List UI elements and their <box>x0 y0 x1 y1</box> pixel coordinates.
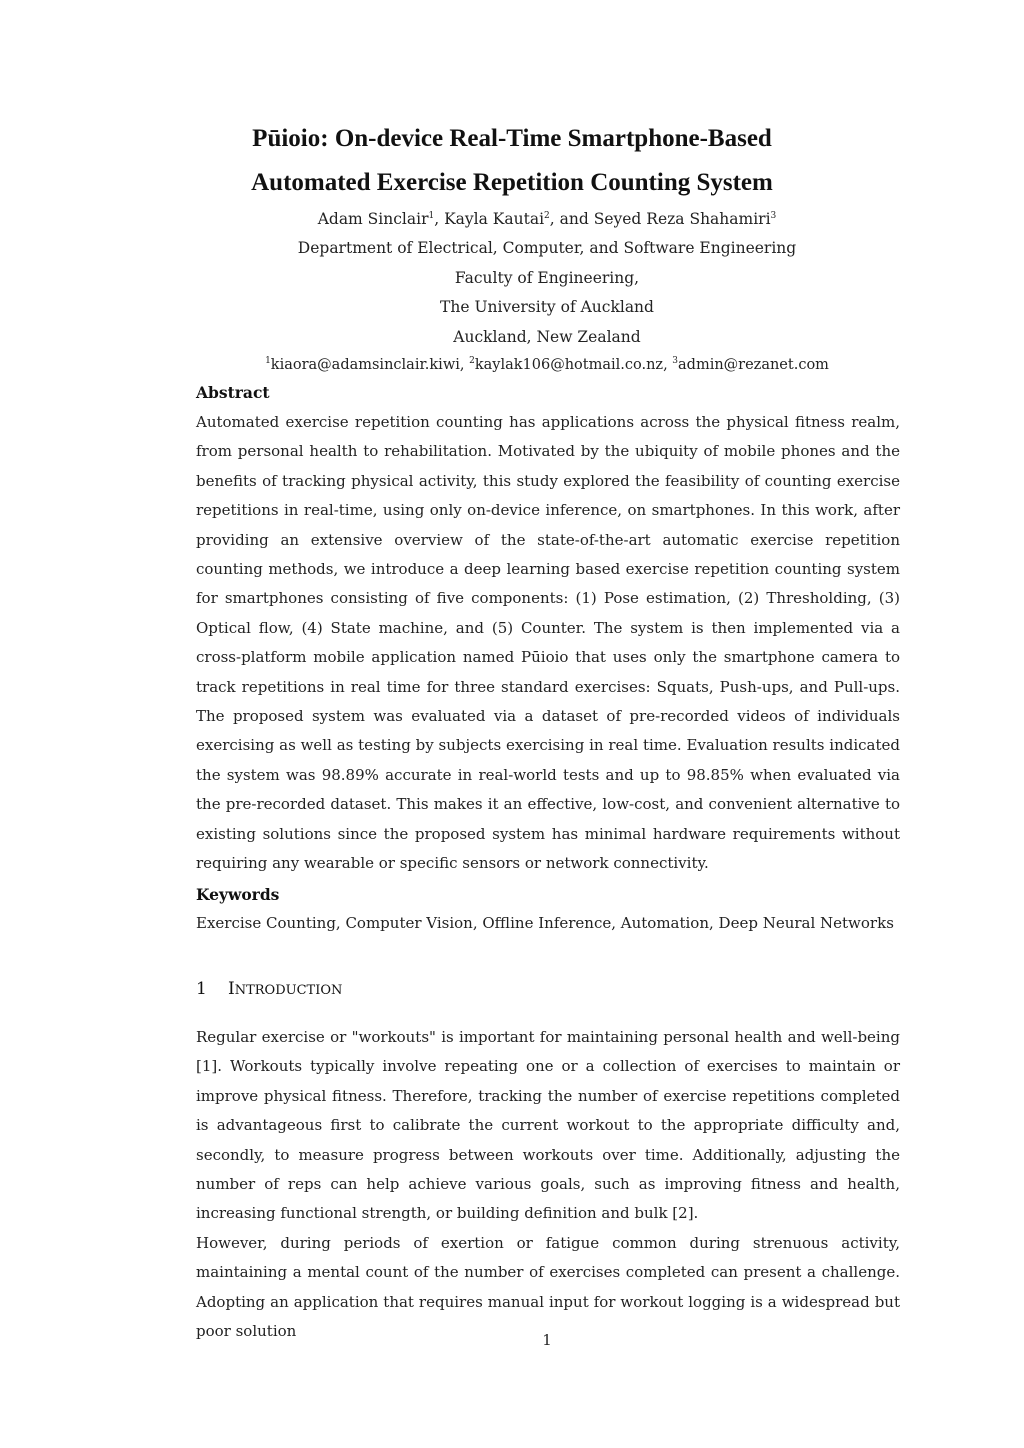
keywords-paragraph: Exercise Counting, Computer Vision, Offline Inference, Automation, Deep Neural Networks <box>196 914 894 932</box>
email-affil-mark: 2 <box>469 356 475 367</box>
affiliation-line: Department of Electrical, Computer, and Software Engineering <box>297 239 797 257</box>
email-address: kaylak106@hotmail.co.nz <box>474 357 664 373</box>
author-affil-mark: 1 <box>428 210 435 221</box>
email-affil-mark: 1 <box>265 356 271 367</box>
introduction-paragraph: Regular exercise or "workouts" is important for maintaining personal health and well-being [1]. Workouts typically involve repeating one or a collection of exercises to maintain or improve physical fitness. Therefore, tracking the number of exercise repetitions completed is advantageous first to calibrate the current workout to the appropriate difficulty and, secondly, to measure progress between workouts over time. Additionally, adjusting the number of reps can help achieve various goals, such as improving fitness and health, increasing functional strength, or building definition and bulk [2]. <box>196 1028 900 1223</box>
author-name: Kayla Kautai <box>444 210 545 228</box>
introduction-body <box>196 1023 900 1346</box>
page-number: 1 <box>542 1331 552 1349</box>
paper-title-line1: Pūioio: On-device Real-Time Smartphone-Based <box>252 125 772 152</box>
keywords-body <box>196 909 900 938</box>
author-emails <box>0 355 1024 375</box>
author-name: Adam Sinclair <box>317 210 429 228</box>
affiliation-line: Faculty of Engineering, <box>454 269 640 287</box>
abstract-body <box>196 408 900 879</box>
email-separator: , <box>459 357 470 373</box>
author-affil-mark: 3 <box>770 210 777 221</box>
introduction-paragraph: However, during periods of exertion or fatigue common during strenuous activity, maintaining a mental count of the number of exercises completed can present a challenge. Adopting an application that requires manual input for workout logging is a widespread but poor solution <box>196 1233 900 1341</box>
author-separator: , and <box>549 210 594 228</box>
author-name: Seyed Reza Shahamiri <box>593 210 771 228</box>
author-separator: , <box>434 210 445 228</box>
abstract-paragraph: Automated exercise repetition counting has applications across the physical fitness realm, from personal health to rehabilitation. Motivated by the ubiquity of mobile phones and the benefits of tracking physical activity, this study explored the feasibility of counting exercise repetitions in real-time, using only on-device inference, on smartphones. In this work, after providing an extensive overview of the state-of-the-art automatic exercise repetition counting methods, we introduce a deep learning based exercise repetition counting system for smartphones consisting of five components: (1) Pose estimation, (2) Thresholding, (3) Optical flow, (4) State machine, and (5) Counter. The system is then implemented via a cross-platform mobile application named Pūioio that uses only the smartphone camera to track repetitions in real time for three standard exercises: Squats, Push-ups, and Pull-ups. The proposed system was evaluated via a dataset of pre-recorded videos of individuals exercising as well as testing by subjects exercising in real time. Evaluation results indicated the system was 98.89% accurate in real-world tests and up to 98.85% when evaluated via the pre-recorded dataset. This makes it an effective, low-cost, and convenient alternative to existing solutions since the proposed system has minimal hardware requirements without requiring any wearable or specific sensors or network connectivity. <box>196 413 900 873</box>
section-heading-introduction <box>196 978 342 1002</box>
email-separator: , <box>663 357 673 373</box>
abstract-heading: Abstract <box>196 383 270 402</box>
keywords-heading: Keywords <box>196 885 280 904</box>
email-address: admin@rezanet.com <box>678 357 829 373</box>
paper-title-line2: Automated Exercise Repetition Counting System <box>251 169 773 196</box>
author-list <box>0 209 1024 229</box>
section-number: 1 <box>196 979 207 999</box>
affiliation-line: Auckland, New Zealand <box>453 328 641 346</box>
section-title-rest: NTRODUCTION <box>234 983 343 998</box>
email-address: kiaora@adamsinclair.kiwi <box>270 357 460 373</box>
affiliation-line: The University of Auckland <box>440 298 654 316</box>
email-affil-mark: 3 <box>672 356 679 367</box>
author-affil-mark: 2 <box>544 210 550 221</box>
section-title-initial: I <box>228 979 235 999</box>
